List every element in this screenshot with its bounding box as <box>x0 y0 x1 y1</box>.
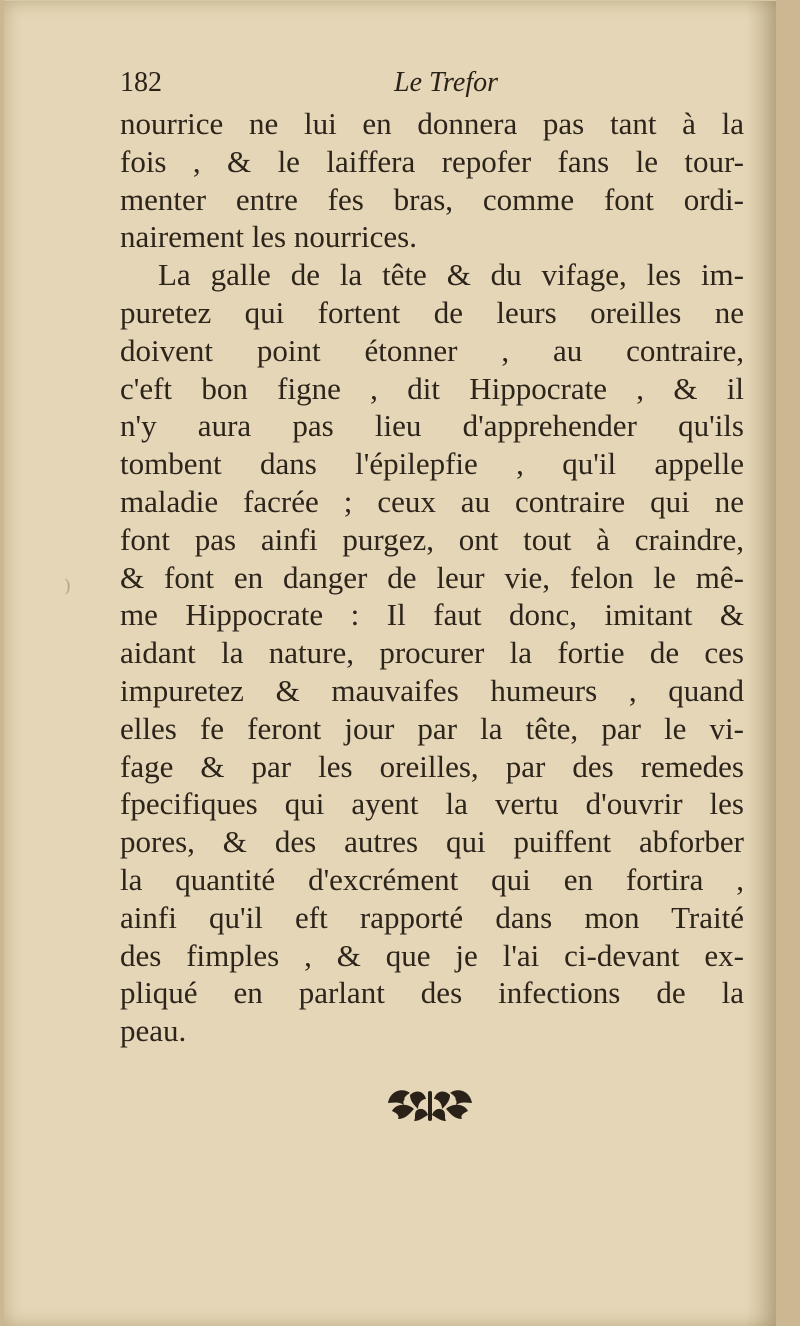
page-header <box>120 67 760 107</box>
text-line: maladie facrée ; ceux au contraire qui ne <box>120 483 744 519</box>
paragraph-first-line: La galle de la tête & du vifage, les im- <box>158 257 744 293</box>
floral-ornament-icon <box>380 1081 480 1127</box>
text-line: doivent point étonner , au contraire, <box>120 332 744 368</box>
text-line: ainfi qu'il eft rapporté dans mon Traité <box>120 899 744 935</box>
text-line: & font en danger de leur vie, felon le mê- <box>120 559 744 595</box>
text-line: n'y aura pas lieu d'apprehender qu'ils <box>120 408 744 444</box>
body-text <box>120 105 744 1050</box>
text-line: nairement les nourrices. <box>120 219 417 255</box>
text-line: des fimples , & que je l'ai ci-devant ex- <box>120 937 744 973</box>
text-line: c'eft bon figne , dit Hippocrate , & il <box>120 370 744 406</box>
margin-mark: ) <box>64 576 72 597</box>
book-page <box>4 0 776 1326</box>
text-line: tombent dans l'épilepfie , qu'il appelle <box>120 446 744 482</box>
text-line: puretez qui fortent de leurs oreilles ne <box>120 294 744 330</box>
text-line: pores, & des autres qui puiffent abforber <box>120 824 744 860</box>
text-line: peau. <box>120 1013 187 1049</box>
text-line: la quantité d'excrément qui en fortira , <box>120 861 744 897</box>
text-line: nourrice ne lui en donnera pas tant à la <box>120 106 744 141</box>
running-title: Le Trefor <box>394 67 498 98</box>
text-line: menter entre fes bras, comme font ordi- <box>120 181 744 217</box>
text-line: fage & par les oreilles, par des remedes <box>120 748 744 784</box>
text-line: me Hippocrate : Il faut donc, imitant & <box>120 597 744 633</box>
page-number: 182 <box>120 67 162 98</box>
text-line: aidant la nature, procurer la fortie de ces <box>120 635 744 671</box>
text-line: fois , & le laiffera repofer fans le tour- <box>120 143 744 179</box>
text-line: font pas ainfi purgez, ont tout à craindre, <box>120 521 744 557</box>
text-line: impuretez & mauvaifes humeurs , quand <box>120 672 744 708</box>
text-line: pliqué en parlant des infections de la <box>120 975 744 1011</box>
text-line: elles fe feront jour par la tête, par le vi- <box>120 710 744 746</box>
text-line: fpecifiques qui ayent la vertu d'ouvrir les <box>120 786 744 822</box>
